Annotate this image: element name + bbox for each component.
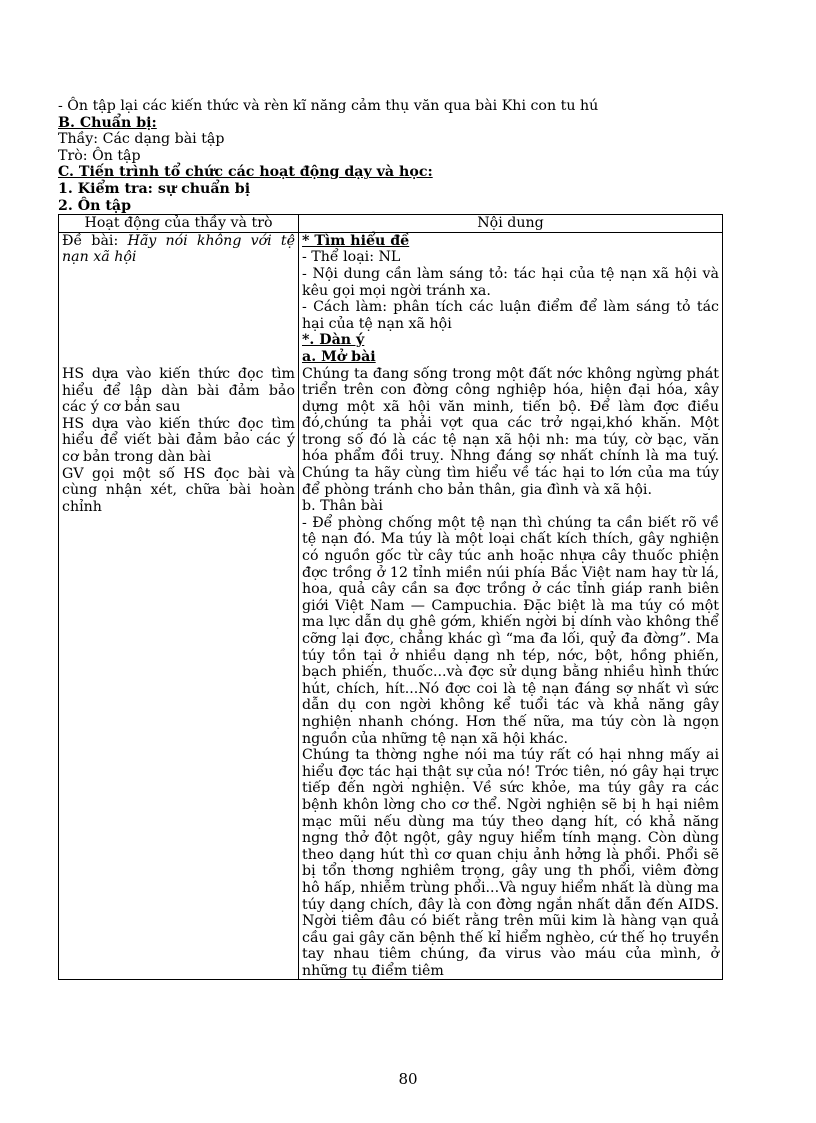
activity-write: HS dựa vào kiến thức đọc tìm hiểu để viết bài đảm bảo các ý cơ bản trong dàn bài xyxy=(62,415,295,465)
col-content-header: Nội dung xyxy=(299,215,723,233)
review-heading: 2. Ôn tập xyxy=(58,197,132,214)
activity-outline: HS dựa vào kiến thức đọc tìm hiểu để lập dàn bài đảm bảo các ý cơ bản sau xyxy=(62,365,295,416)
section-b-heading: B. Chuẩn bị: xyxy=(58,114,157,131)
method: - Cách làm: phân tích các luận điểm để làm sáng tỏ tác hại của tệ nạn xã hội xyxy=(302,299,719,332)
activities-cell xyxy=(59,232,299,980)
col-activities-header: Hoạt động của thầy và trò xyxy=(59,215,299,233)
check-preparation: 1. Kiểm tra: sự chuẩn bị xyxy=(58,180,251,197)
lesson-table xyxy=(58,214,723,980)
intro-heading: a. Mở bài xyxy=(302,348,376,365)
body-paragraph-1: - Để phòng chống một tệ nạn thì chúng ta cần biết rõ về tệ nạn đó. Ma túy là một loại chất kích thích, gây nghiện có nguồn gốc từ cây túc anh hoặc nhựa cây thuốc phiện đợc trồng ở 12 tỉnh miền núi phía Bắc Việt nam hay từ lá, hoa, quả cây cần sa đợc trồng ở các tỉnh giáp ranh biên giới Việt Nam — Campuchia. Đặc biệt là ma túy có một ma lực dẫn dụ ghê gớm, khiến ngời bị dính vào không thể cỡng lại đợc, chẳng khác gì “ma đa lối, quỷ đa đờng”. Ma túy tồn tại ở nhiều dạng nh tép, nớc, bột, hồng phiến, bạch phiến, thuốc...và đợc sử dụng bằng nhiều hình thức hút, chích, hít...Nó đợc coi là tệ nạn đáng sợ nhất vì sức dẫn dụ con ngời không kể tuổi tác và khả năng gây nghiện nhanh chóng. Hơn thế nữa, ma túy còn là ngọn nguồn của những tệ nạn xã hội khác. xyxy=(302,514,719,747)
topic xyxy=(62,233,295,266)
section-c-heading: C. Tiến trình tổ chức các hoạt động dạy và học: xyxy=(58,164,433,181)
table-header-row xyxy=(59,215,723,233)
activity-review: GV gọi một số HS đọc bài và cùng nhận xét, chữa bài hoàn chỉnh xyxy=(62,465,295,515)
teacher-preparation: Thầy: Các dạng bài tập xyxy=(58,131,225,148)
outline-heading: *. Dàn ý xyxy=(302,332,365,349)
content-to-clarify: - Nội dung cần làm sáng tỏ: tác hại của tệ nạn xã hội và kêu gọi mọi ngời tránh xa. xyxy=(302,265,719,299)
student-preparation: Trò: Ôn tập xyxy=(58,147,141,164)
topic-label: Đề bài: xyxy=(62,232,119,249)
genre: - Thể loại: NL xyxy=(302,249,401,266)
content-cell xyxy=(299,232,723,980)
intro-line: - Ôn tập lại các kiến thức và rèn kĩ năng cảm thụ văn qua bài Khi con tu hú xyxy=(58,98,599,114)
document-page xyxy=(58,98,722,980)
table-row xyxy=(59,232,723,980)
body-paragraph-2: Chúng ta thờng nghe nói ma túy rất có hại nhng mấy ai hiểu đợc tác hại thật sự của nó! Trớc tiên, nó gây hại trực tiếp đến ngời nghiện. Về sức khỏe, ma túy gây ra các bệnh khôn lờng cho cơ thể. Ngời nghiện sẽ bị h hại niêm mạc mũi nếu dùng ma túy theo dạng hít, có khả năng ngng thở đột ngột, gây nguy hiểm tính mạng. Còn dùng theo dạng hút thì cơ quan chịu ảnh hởng là phổi. Phổi sẽ bị tổn thơng nghiêm trọng, gây ung th phổi, viêm đờng hô hấp, nhiễm trùng phổi...Và nguy hiểm nhất là dùng ma túy dạng chích, đây là con đờng ngắn nhất dẫn đến AIDS. Ngời tiêm đâu có biết rằng trên mũi kim là hàng vạn quả cầu gai gây căn bệnh thế kỉ hiểm nghèo, cứ thế họ truyền tay nhau tiêm chúng, đa virus vào máu của mình, ở những tụ điểm tiêm xyxy=(302,747,719,979)
explore-heading: * Tìm hiểu đề xyxy=(302,232,410,249)
page-number: 80 xyxy=(398,1070,418,1088)
topic-text: Hãy nói không với tệ nạn xã hội xyxy=(62,232,295,266)
spacer xyxy=(62,266,295,366)
intro-text: Chúng ta đang sống trong một đất nớc không ngừng phát triển trên con đờng công nghiệp hóa, hiện đại hóa, xây dựng một xã hội văn minh, tiến bộ. Để làm đợc điều đó,chúng ta phải vợt qua các trở ngại,khó khăn. Một trong số đó là các tệ nạn xã hội nh: ma túy, cờ bạc, văn hóa phẩm đồi truỵ. Nhng đáng sợ nhất chính là ma tuý. Chúng ta hãy cùng tìm hiểu về tác hại to lớn của ma túy để phòng tránh cho bản thân, gia đình và xã hội. xyxy=(302,365,719,498)
body-heading: b. Thân bài xyxy=(302,498,383,515)
